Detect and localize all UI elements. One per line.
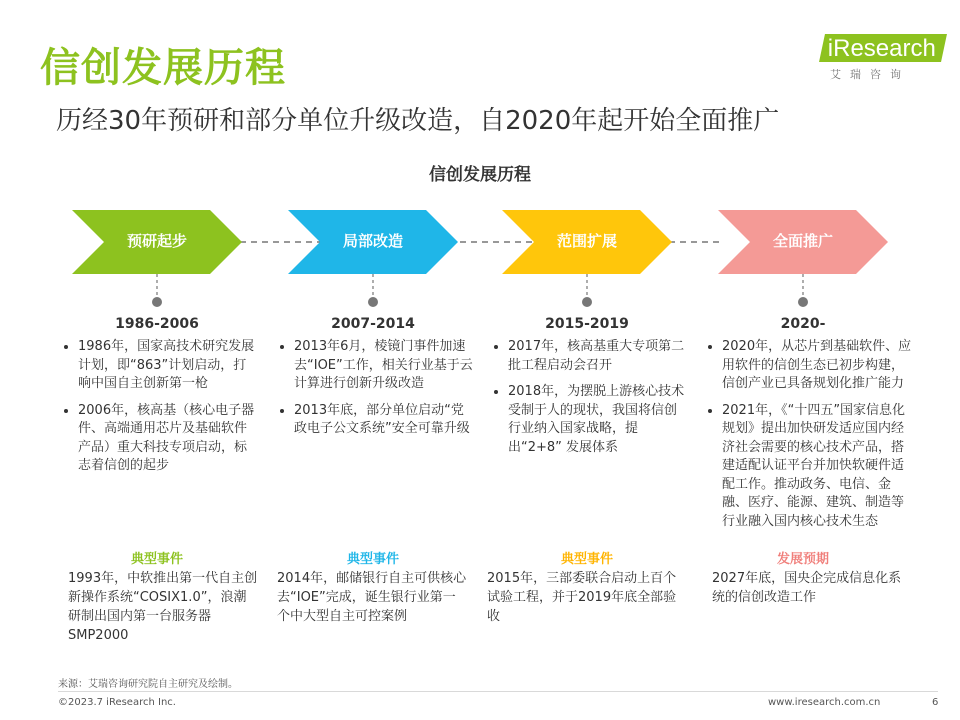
phase-label-2: 局部改造 xyxy=(342,232,403,250)
event-heading-2: 典型事件 xyxy=(346,552,399,567)
period-2: 2007-2014 xyxy=(331,316,415,332)
detail-bullet: • 2021年，《“十四五”国家信息化规划》提出加快研发适应国内经济社会需要的核心技术产品，搭建适配认证平台并加快软硬件适配工作。推动政务、电信、金融、医疗、能源、建筑、制造等行业融入国内核心技术生态 xyxy=(722,402,912,532)
source-note: 来源：艾瑞咨询研究院自主研究及绘制。 xyxy=(58,679,238,690)
diagram-title: 信创发展历程 xyxy=(429,165,531,185)
phase-label-3: 范围扩展 xyxy=(556,232,617,250)
pin-dot-2 xyxy=(368,297,378,307)
website-link[interactable]: www.iresearch.com.cn xyxy=(768,697,881,708)
period-3: 2015-2019 xyxy=(545,316,629,332)
event-text-2: 2014年，邮储银行自主可供核心去“IOE”完成，诞生银行业第一个中大型自主可控案例 xyxy=(277,571,467,624)
event-heading-3: 典型事件 xyxy=(560,552,613,567)
phase-label-4: 全面推广 xyxy=(772,232,833,250)
pin-dot-3 xyxy=(582,297,592,307)
period-1: 1986-2006 xyxy=(115,316,199,332)
timeline-graphic xyxy=(0,200,960,310)
event-heading-1: 典型事件 xyxy=(130,552,183,567)
phase-label-1: 预研起步 xyxy=(126,232,187,250)
phase-details-2 xyxy=(274,338,474,447)
detail-bullet: • 2013年6月，棱镜门事件加速去“IOE”工作，相关行业基于云计算进行创新升级改造 xyxy=(294,338,474,394)
phase-details-1 xyxy=(58,338,258,484)
detail-bullet: • 2013年底，部分单位启动“党政电子公文系统”安全可靠升级 xyxy=(294,402,474,439)
event-heading-4: 发展预期 xyxy=(776,552,829,567)
page-subtitle: 历经30年预研和部分单位升级改造，自2020年起开始全面推广 xyxy=(56,106,780,136)
event-text-3: 2015年，三部委联合启动上百个试验工程，并于2019年底全部验收 xyxy=(487,571,677,624)
pin-dot-1 xyxy=(152,297,162,307)
detail-bullet: • 2006年，核高基（核心电子器件、高端通用芯片及基础软件产品）重大科技专项启动，标志着信创的起步 xyxy=(78,402,258,476)
detail-bullet: • 2018年，为摆脱上游核心技术受制于人的现状，我国将信创行业纳入国家战略，提出“2+8” 发展体系 xyxy=(508,383,688,457)
page-number: 6 xyxy=(932,697,939,708)
event-text-4: 2027年底，国央企完成信息化系统的信创改造工作 xyxy=(712,571,902,605)
detail-bullet: • 1986年，国家高技术研究发展计划，即“863”计划启动，打响中国自主创新第一枪 xyxy=(78,338,258,394)
copyright: ©2023.7 iResearch Inc. xyxy=(58,697,176,708)
detail-bullet: • 2017年，核高基重大专项第二批工程启动会召开 xyxy=(508,338,688,375)
phase-details-3 xyxy=(488,338,688,465)
pin-dot-4 xyxy=(798,297,808,307)
logo-subtext: 艾瑞咨询 xyxy=(830,68,910,81)
iresearch-logo xyxy=(822,34,936,81)
event-text-1: 1993年，中软推出第一代自主创新操作系统“COSIX1.0”，浪潮研制出国内第一台服务器SMP2000 xyxy=(68,571,258,643)
page-title: 信创发展历程 xyxy=(40,45,286,91)
footer-divider xyxy=(58,691,938,692)
detail-bullet: • 2020年，从芯片到基础软件、应用软件的信创生态已初步构建，信创产业已具备规划化推广能力 xyxy=(722,338,912,394)
period-4: 2020- xyxy=(780,316,826,332)
phase-details-4 xyxy=(702,338,912,539)
logo-mark: iResearch xyxy=(819,34,947,62)
